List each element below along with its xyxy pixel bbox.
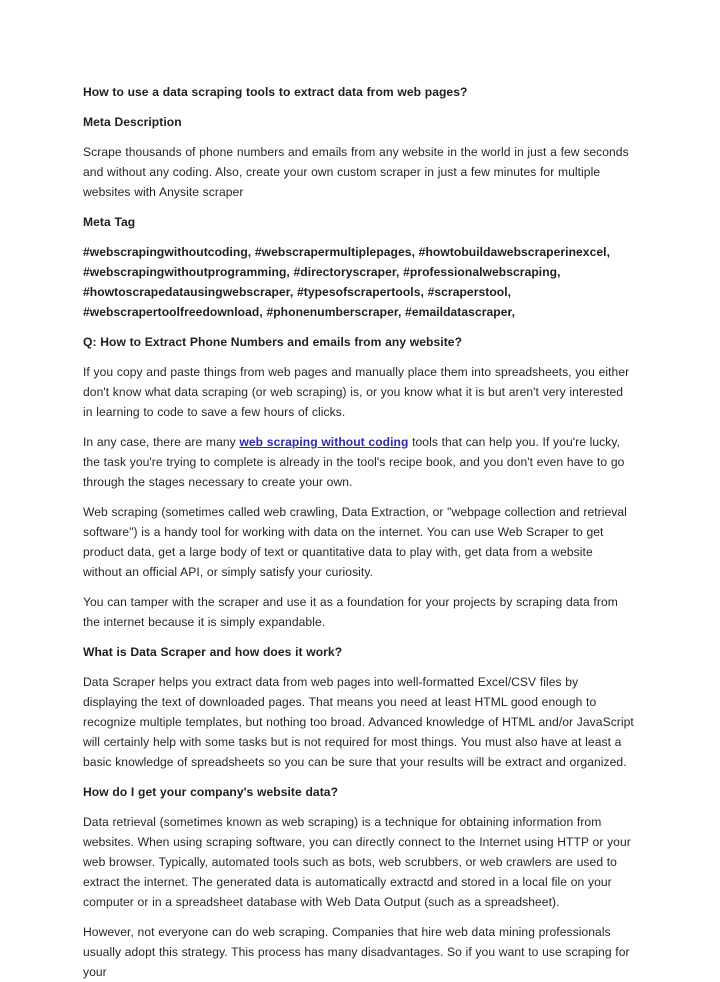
meta-tag-list (83, 242, 635, 322)
paragraph-copy-paste: If you copy and paste things from web pages and manually place them into spreadsheets, you either don't know what data scraping (or web scraping) is, or you know what it is but aren't very interested in learning to code to save a few hours of clicks. (83, 365, 630, 419)
paragraph-data-retrieval: Data retrieval (sometimes known as web scraping) is a technique for obtaining information from websites. When using scraping software, you can directly connect to the Internet using HTTP or your web browser. Typically, automated tools such as bots, web scrubbers, or web crawlers are used to extract the internet. The generated data is automatically extractd and stored in a local file on your computer or in a spreadsheet database with Web Data Output (such as a spreadsheet). (83, 815, 631, 909)
company-data-heading: How do I get your company's website data? (83, 785, 339, 799)
meta-tag-line: #webscrapingwithoutcoding, #webscrapermultiplepages, #howtobuildawebscraperinexcel, (83, 245, 611, 259)
meta-tag-line: #webscrapingwithoutprogramming, #directoryscraper, #professionalwebscraping, (83, 265, 561, 279)
paragraph-tamper-scraper: You can tamper with the scraper and use it as a foundation for your projects by scraping data from the internet because it is simply expandable. (83, 595, 618, 629)
question-heading: Q: How to Extract Phone Numbers and emails from any website? (83, 335, 463, 349)
page-title: How to use a data scraping tools to extract data from web pages? (83, 85, 468, 99)
meta-tag-heading: Meta Tag (83, 215, 136, 229)
paragraph-web-scraping-definition: Web scraping (sometimes called web crawling, Data Extraction, or "webpage collection and retrieval software") is a handy tool for working with data on the internet. You can use Web Scraper to get product data, get a large body of text or quantitative data to play with, get data from a website without an official API, or simply satisfy your curiosity. (83, 505, 627, 579)
paragraph-link-prefix: In any case, there are many (83, 435, 240, 449)
paragraph-however-truncated: However, not everyone can do web scraping. Companies that hire web data mining professionals usually adopt this strategy. This process has many disadvantages. So if you want to use scraping for your (83, 925, 630, 979)
meta-description-heading: Meta Description (83, 115, 182, 129)
meta-description-paragraph: Scrape thousands of phone numbers and emails from any website in the world in just a few seconds and without any coding. Also, create your own custom scraper in just a few minutes for multiple websites with Anysite scraper (83, 145, 629, 199)
meta-tag-line: #howtoscrapedatausingwebscraper, #typesofscrapertools, #scraperstool, (83, 285, 512, 299)
document-body (83, 82, 635, 982)
paragraph-data-scraper: Data Scraper helps you extract data from web pages into well-formatted Excel/CSV files by displaying the text of downloaded pages. That means you need at least HTML good enough to recognize multiple templates, but nothing too broad. Advanced knowledge of HTML and/or JavaScript will certainly help with some tasks but is not required for most things. You must also have at least a basic knowledge of spreadsheets so you can be sure that your results will be extract and organized. (83, 675, 634, 769)
data-scraper-heading: What is Data Scraper and how does it work? (83, 645, 343, 659)
paragraph-link-suffix: tools that can help you. If you're lucky, the task you're trying to complete is already in the tool's recipe book, and you don't even have to go through the stages necessary to create your own. (83, 435, 625, 489)
meta-tag-line: #webscrapertoolfreedownload, #phonenumberscraper, #emaildatascraper, (83, 305, 516, 319)
paragraph-with-link (83, 432, 635, 492)
web-scraping-without-coding-link[interactable]: web scraping without coding (239, 435, 409, 449)
